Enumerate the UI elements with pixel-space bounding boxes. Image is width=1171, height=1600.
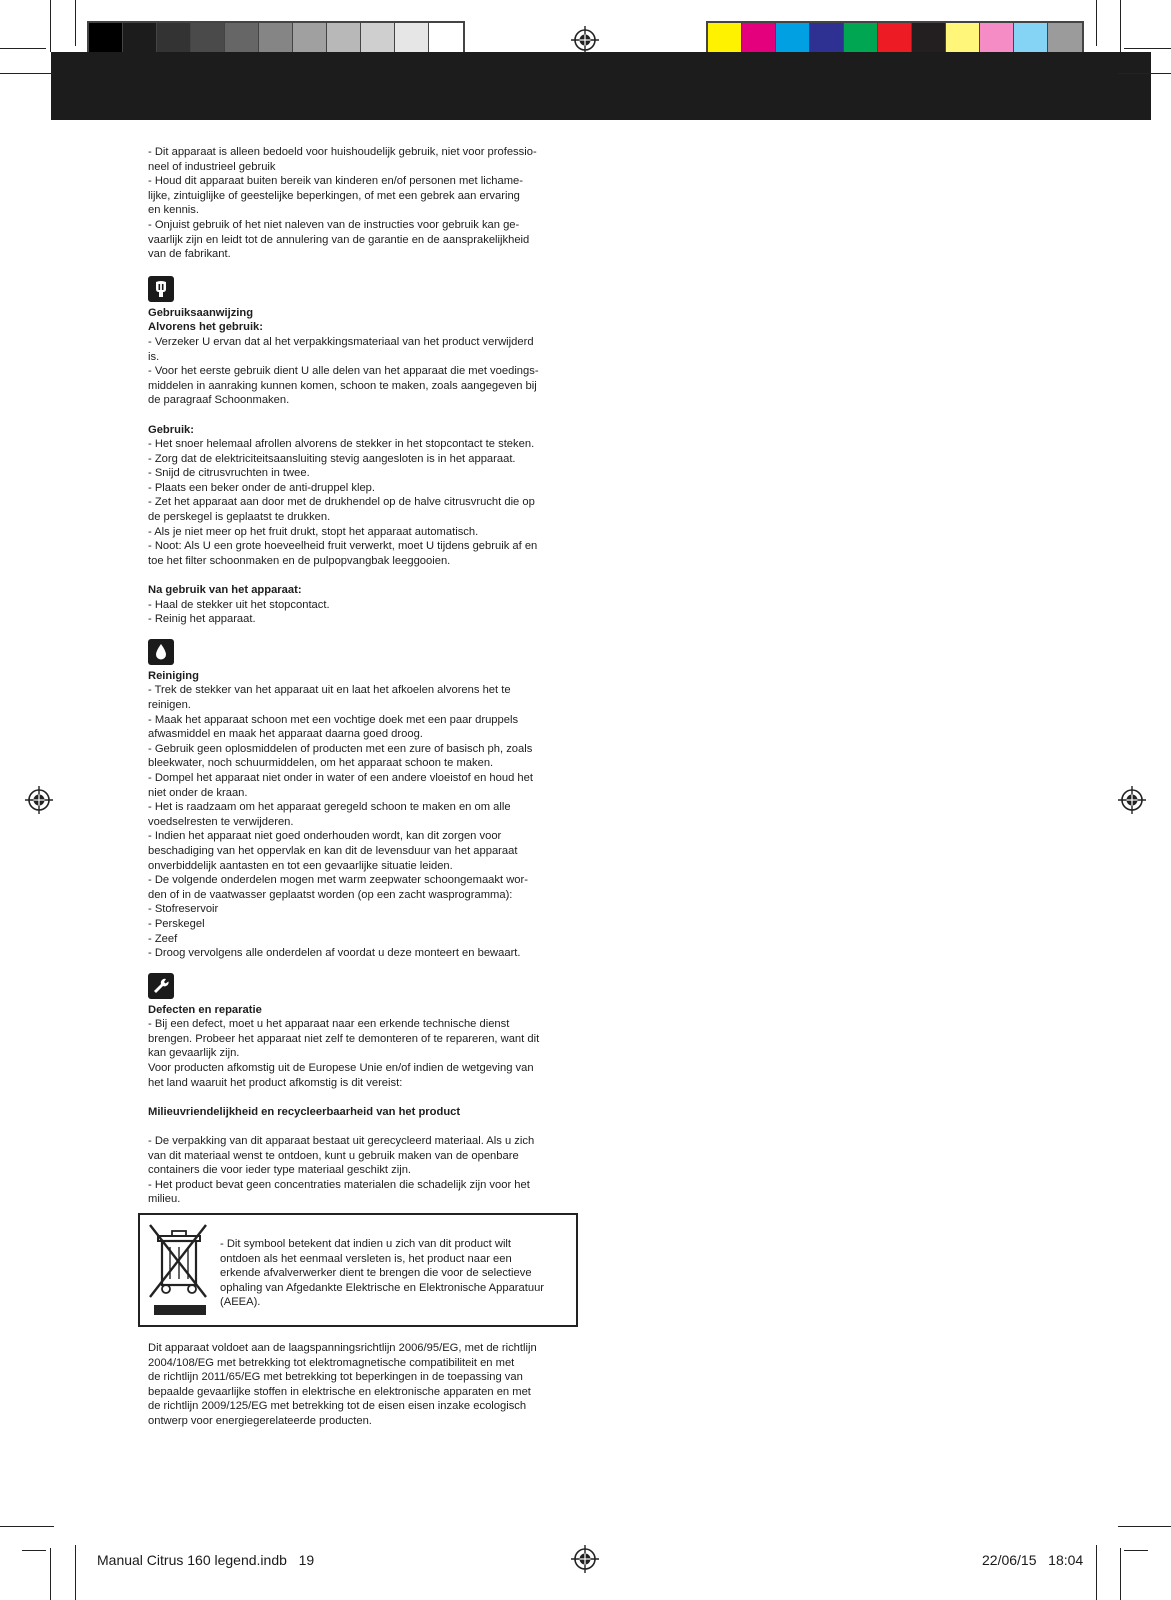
after-use-text: - Haal de stekker uit het stopcontact. - Reinig het apparaat. [148, 598, 330, 626]
crossed-out-bin-icon [148, 1223, 210, 1319]
weee-notice-text: - Dit symbool betekent dat indien u zich van dit product wilt ontdoen als het eenmaal versleten is, het product naar een erkende afvalverwerker dient te brengen die voor de selectieve ophaling van Afgedankte Elektrische en Elektronische Apparatuur (AEEA). [220, 1238, 545, 1309]
crop-mark [50, 0, 51, 52]
registration-mark-icon [1118, 786, 1146, 814]
crop-mark [50, 1548, 51, 1600]
crop-mark [1118, 73, 1171, 74]
footer-timestamp: 22/06/15 18:04 [982, 1552, 1084, 1568]
crop-mark [0, 73, 54, 74]
crop-mark [75, 1545, 76, 1600]
crop-mark [1096, 0, 1097, 46]
crop-mark [0, 48, 46, 49]
environment-title: Milieuvriendelijkheid en recycleerbaarheid van het product [148, 1105, 461, 1118]
cleaning-title: Reiniging [148, 669, 199, 682]
use-text: - Het snoer helemaal afrollen alvorens de stekker in het stopcontact te steken. - Zorg dat de elektriciteitsaansluiting stevig aangesloten is in het apparaat. - Snijd de citrusvruchten in twee. - Plaats een beker onder de anti-druppel klep. - Zet het apparaat aan door met de drukhendel op de halve citrusvrucht die op de perskegel is geplaatst te drukken. - Als je niet meer op het fruit drukt, stopt het apparaat automatisch. - Noot: Als U een grote hoeveelheid fruit verwerkt, moet U tijdens gebruik af en toe het filter schoonmaken en de pulpopvangbak leeggooien. [148, 438, 538, 567]
after-use-title: Na gebruik van het apparaat: [148, 584, 302, 597]
crop-mark [22, 1550, 46, 1551]
before-use-text: - Verzeker U ervan dat al het verpakkingsmateriaal van het product verwijderd is. - Voor het eerste gebruik dient U alle delen van het apparaat die met voedings- middelen in aanraking kunnen komen, schoon te maken, zoals aangegeven bij de paragraaf Schoonmaken. [148, 335, 539, 407]
before-use-title: Alvorens het gebruik: [148, 321, 264, 334]
registration-mark-icon [571, 1545, 599, 1573]
registration-mark-icon [571, 26, 599, 54]
repair-title: Defecten en reparatie [148, 1003, 262, 1016]
crop-mark [1120, 1548, 1121, 1600]
environment-text: - De verpakking van dit apparaat bestaat uit gerecycleerd materiaal. Als u zich van dit materiaal wenst te ontdoen, kunt u gebruik maken van de openbare containers die voor ieder type materiaal geschikt zijn. - Het product bevat geen concentraties materialen die schadelijk zijn voor het milieu. [148, 1135, 535, 1206]
manual-page-content [148, 145, 580, 1429]
crop-mark [0, 1526, 54, 1527]
water-drop-icon [148, 639, 174, 665]
crop-mark [75, 0, 76, 46]
cleaning-text: - Trek de stekker van het apparaat uit en laat het afkoelen alvorens het te reinigen. - Maak het apparaat schoon met een vochtige doek met een paar druppels afwasmiddel en maak het apparaat daarna goed droog. - Gebruik geen oplosmiddelen of producten met een zure of basisch ph, zoals bleekwater, noch schuurmiddelen, om het apparaat schoon te maken. - Dompel het apparaat niet onder in water of een andere vloeistof en houd het niet onder de kraan. - Het is raadzaam om het apparaat geregeld schoon te maken en om alle voedselresten te verwijderen. - Indien het apparaat niet goed onderhouden wordt, kan dit zorgen voor beschadiging van het oppervlak en kan dit de levensduur van het apparaat onverbiddelijk aantasten en tot een gevaarlijke situatie leiden. - De volgende onderdelen mogen met warm zeepwater schoongemaakt wor- den of in de vaatwasser geplaatst worden (op een zacht wasprogramma): - Stofreservoir - Perskegel - Zeef - Droog vervolgens alle onderdelen af voordat u deze monteert en bewaart. [148, 684, 533, 960]
footer-file-info: Manual Citrus 160 legend.indb 19 [97, 1552, 315, 1568]
header-black-band [51, 52, 1151, 120]
use-title: Gebruik: [148, 423, 195, 436]
plug-icon [148, 276, 174, 302]
usage-title: Gebruiksaanwijzing [148, 306, 254, 319]
intro-text: - Dit apparaat is alleen bedoeld voor huishoudelijk gebruik, niet voor professio- neel of industrieel gebruik - Houd dit apparaat buiten bereik van kinderen en/of personen met lichame- lijke, zintuiglijke of geestelijke beperkingen, of met een gebrek aan ervaring en kennis. - Onjuist gebruik of het niet naleven van de instructies voor gebruik kan ge- vaarlijk zijn en leidt tot de annulering van de garantie en de aansprakelijkheid van de fabrikant. [148, 146, 537, 261]
crop-mark [1124, 48, 1171, 49]
compliance-text: Dit apparaat voldoet aan de laagspanningsrichtlijn 2006/95/EG, met de richtlijn 2004/108/EG met betrekking tot elektromagnetische compatibiliteit en met de richtlijn 2011/65/EG met betrekking tot beperkingen in de toepassing van bepaalde gevaarlijke stoffen in elektrische en elektronische apparaten en met de richtlijn 2009/125/EG met betrekking tot de eisen eisen inzake ecologisch ontwerp voor energiegerelateerde producten. [148, 1342, 537, 1427]
crop-mark [1124, 1550, 1148, 1551]
crop-mark [1096, 1545, 1097, 1600]
crop-mark [1118, 1526, 1171, 1527]
weee-notice-box [138, 1213, 578, 1327]
crop-mark [1120, 0, 1121, 52]
repair-text: - Bij een defect, moet u het apparaat naar een erkende technische dienst brengen. Probeer het apparaat niet zelf te demonteren of te repareren, want dit kan gevaarlijk zijn. Voor producten afkomstig uit de Europese Unie en/of indien de wetgeving van het land waaruit het product afkomstig is dit vereist: [148, 1018, 540, 1089]
registration-mark-icon [25, 786, 53, 814]
wrench-icon [148, 973, 174, 999]
